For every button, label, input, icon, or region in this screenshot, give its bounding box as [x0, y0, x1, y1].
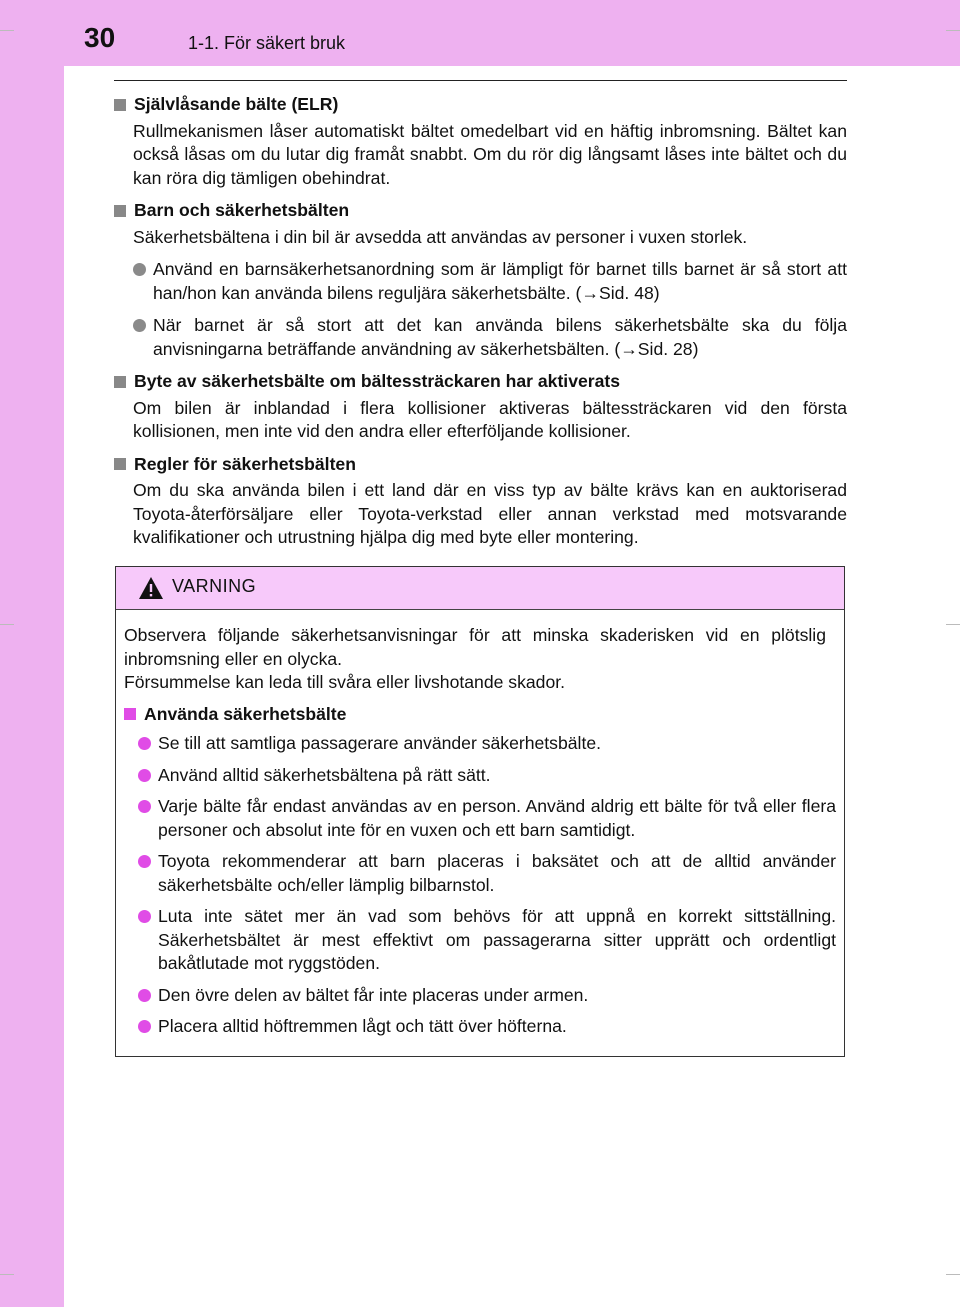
section-pretensioner: [114, 370, 847, 444]
section-children: [114, 199, 847, 361]
circle-bullet-icon: [133, 263, 146, 276]
list-item: Luta inte sätet mer än vad som behövs för att uppnå en korrekt sittställning. Säkerhetsbältet är mest effektivt om passagerarna sitter upprätt och ordentligt bakåtlutade mot ryggstöden.: [124, 905, 836, 976]
crop-mark: [946, 624, 960, 625]
square-bullet-icon: [124, 708, 136, 720]
section-heading: Regler för säkerhetsbälten: [114, 453, 847, 477]
circle-bullet-icon: [138, 989, 151, 1002]
circle-bullet-icon: [133, 319, 146, 332]
main-content: [114, 80, 847, 559]
crop-mark: [946, 30, 960, 31]
side-tab-strip: [0, 0, 64, 1307]
section-text: Rullmekanismen låser automatiskt bältet omedelbart vid en häftig inbromsning. Bältet kan också låsas om du lutar dig framåt snabbt. Om du rör dig långsamt låses inte bältet och du kan röra dig tämligen obehindrat.: [133, 120, 847, 188]
square-bullet-icon: [114, 376, 126, 388]
list-item: Den övre delen av bältet får inte placeras under armen.: [124, 984, 836, 1008]
warning-body: [116, 610, 844, 1039]
list-item: Använd en barnsäkerhetsanordning som är lämpligt för barnet tills barnet är så stort att han/hon kan använda bilens reguljära säkerhetsbälte. (→Sid. 48): [114, 258, 847, 305]
list-item: Placera alltid höftremmen lågt och tätt över höfterna.: [124, 1015, 836, 1039]
warning-title: VARNING: [172, 575, 257, 596]
warning-header: [116, 567, 844, 610]
warning-heading: Använda säkerhetsbälte: [124, 703, 836, 727]
circle-bullet-icon: [138, 737, 151, 750]
list-item: Se till att samtliga passagerare använder säkerhetsbälte.: [124, 732, 836, 756]
crop-mark: [946, 1274, 960, 1275]
crop-mark: [0, 1274, 14, 1275]
circle-bullet-icon: [138, 769, 151, 782]
section-text: Säkerhetsbältena i din bil är avsedda att användas av personer i vuxen storlek.: [133, 226, 748, 247]
circle-bullet-icon: [138, 910, 151, 923]
circle-bullet-icon: [138, 855, 151, 868]
section-text: Om bilen är inblandad i flera kollisioner aktiveras bältessträckaren vid den första kollisionen, men inte vid den andra eller efterföljande kollisioner.: [133, 397, 847, 441]
square-bullet-icon: [114, 205, 126, 217]
warning-box: [115, 566, 845, 1057]
warning-intro: Observera följande säkerhetsanvisningar för att minska skaderisken vid en plötslig inbromsning eller en olycka. Försummelse kan leda till svåra eller livshotande skador.: [124, 625, 826, 692]
crop-mark: [0, 624, 14, 625]
circle-bullet-icon: [138, 1020, 151, 1033]
warning-triangle-icon: [138, 576, 164, 600]
list-item: Toyota rekommenderar att barn placeras i baksätet och att de alltid använder säkerhetsbälte och/eller lämplig bilbarnstol.: [124, 850, 836, 897]
square-bullet-icon: [114, 458, 126, 470]
section-elr: [114, 93, 847, 190]
list-item: Använd alltid säkerhetsbältena på rätt sätt.: [124, 764, 836, 788]
section-heading: Barn och säkerhetsbälten: [114, 199, 847, 223]
list-item: Varje bälte får endast användas av en person. Använd aldrig ett bälte för två eller flera personer och absolut inte för en vuxen och ett barn samtidigt.: [124, 795, 836, 842]
section-rules: [114, 453, 847, 550]
section-text: Om du ska använda bilen i ett land där en viss typ av bälte krävs kan en auktoriserad Toyota-återförsäljare eller Toyota-verkstad eller annan verkstad med motsvarande kvalifikationer och utrustning hjälpa dig med byte eller montering.: [133, 480, 847, 547]
crop-mark: [0, 30, 14, 31]
section-heading: Självlåsande bälte (ELR): [114, 93, 847, 117]
page-number: 30: [84, 22, 116, 53]
section-heading: Byte av säkerhetsbälte om bältessträckaren har aktiverats: [114, 370, 847, 394]
square-bullet-icon: [114, 99, 126, 111]
list-item: När barnet är så stort att det kan använda bilens säkerhetsbälte ska du följa anvisningarna beträffande användning av säkerhetsbälten. (→Sid. 28): [114, 314, 847, 361]
section-title: 1-1. För säkert bruk: [188, 33, 346, 53]
circle-bullet-icon: [138, 800, 151, 813]
